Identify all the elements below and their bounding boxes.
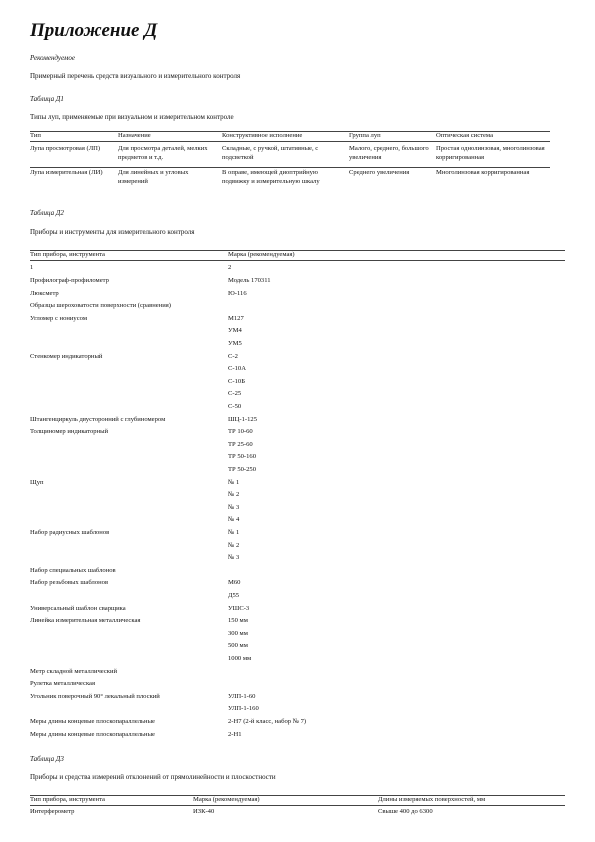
- table2-cell-brand: № 2: [228, 541, 240, 549]
- table1-row-rule: [30, 167, 550, 168]
- table2-cell-brand: № 2: [228, 491, 240, 499]
- recommended-label: Рекомендуемое: [30, 54, 75, 62]
- table1-col-design: Конструктивное исполнение: [222, 132, 303, 139]
- table2-cell-brand: УЛП-1-160: [228, 705, 259, 713]
- table2-col-number: 2: [228, 264, 232, 271]
- table3-header-rule: [30, 805, 565, 806]
- table2-cell-brand: № 3: [228, 503, 240, 511]
- table2-cell-brand: С-10Б: [228, 377, 245, 385]
- table3-cell: ИЗК-40: [193, 808, 215, 815]
- table2-caption: Таблица Д2: [30, 209, 64, 217]
- table2-cell-type: Образцы шероховатости поверхности (сравнения): [30, 302, 171, 310]
- table2-cell-type: Толщиномер индикаторный: [30, 428, 109, 436]
- table1-cell: Простая однолинзовая, многолинзовая корригированная: [436, 145, 545, 161]
- table2-cell-brand: 150 мм: [228, 617, 248, 625]
- table1-col-optics: Оптическая система: [436, 132, 493, 139]
- table2-cell-type: Профилограф-профилометр: [30, 277, 109, 284]
- table1-cell: Малого, среднего, большого увеличения: [349, 145, 429, 161]
- table2-cell-brand: ТР 50-250: [228, 466, 257, 473]
- table1-col-type: Тип: [30, 132, 41, 139]
- table3-heading: Приборы и средства измерений отклонений от прямолинейности и плоскостности: [30, 773, 276, 781]
- table2-cell-brand: УЛП-1-60: [228, 692, 256, 700]
- table2-top-rule: [30, 250, 565, 251]
- table1-cell: Лупа просмотровая (ЛП): [30, 145, 101, 152]
- table2-cell-brand: № 3: [228, 554, 240, 562]
- table2-cell-type: Набор радиусных шаблонов: [30, 529, 110, 536]
- table1-col-group: Группа луп: [349, 132, 381, 139]
- table2-cell-brand: М127: [228, 314, 244, 322]
- table1-cell: Складные, с ручкой, штативные, с подсветкой: [222, 145, 319, 161]
- table2-cell-brand: № 1: [228, 529, 240, 536]
- table2-cell-type: Угломер с нониусом: [30, 314, 87, 322]
- table2-cell-brand: УМ5: [228, 340, 242, 347]
- table2-cell-type: Угольник поверочный 90° лекальный плоский: [30, 692, 160, 700]
- table1-cell: Для линейных и угловых измерений: [118, 169, 189, 185]
- table2-cell-brand: С-50: [228, 403, 242, 410]
- table2-cell-brand: 2-Н1: [228, 730, 242, 738]
- table2-cell-brand: УМ4: [228, 327, 242, 335]
- table2-heading: Приборы и инструменты для измерительного контроля: [30, 228, 195, 236]
- table2-cell-brand: ТР 25-60: [228, 440, 253, 448]
- table2-cell-brand: 300 мм: [228, 629, 248, 637]
- appendix-heading: Примерный перечень средств визуального и измерительного контроля: [30, 72, 241, 80]
- table3-col-brand: Марка (рекомендуемая): [193, 796, 260, 803]
- table2-cell-brand: 2-Н7 (2-й класс, набор № 7): [228, 718, 307, 725]
- table1-heading: Типы луп, применяемые при визуальном и измерительном контроле: [30, 113, 234, 121]
- table2-cell-brand: ТР 50-160: [228, 453, 257, 461]
- table2-cell-type: Рулетка металлическая: [30, 680, 96, 688]
- table3-cell: Свыше 400 до 6300: [378, 808, 433, 815]
- table2-cell-brand: 500 мм: [228, 642, 248, 650]
- table3-col-type: Тип прибора, инструмента: [30, 796, 105, 803]
- table2-cell-brand: Модель 170311: [228, 277, 271, 284]
- table3-col-length: Длины измеряемых поверхностей, мм: [378, 796, 486, 803]
- table2-cell-type: Люксметр: [30, 289, 59, 297]
- table1-cell: Для просмотра деталей, мелких предметов и т.д.: [118, 145, 208, 161]
- table2-cell-type: Стенкомер индикаторный: [30, 352, 103, 360]
- table1-cell: Лупа измерительная (ЛИ): [30, 169, 103, 176]
- table1-cell: В оправе, имеющей диоптрийную подвижку и измерительную шкалу: [222, 169, 320, 185]
- table2-cell-brand: 1000 мм: [228, 655, 252, 662]
- table2-cell-brand: Ю-116: [228, 289, 247, 297]
- table1-header-rule: [30, 141, 550, 142]
- table2-cell-brand: УШС-3: [228, 604, 250, 612]
- table1-caption: Таблица Д1: [30, 95, 64, 103]
- table2-cell-type: Набор резьбовых шаблонов: [30, 579, 109, 587]
- table2-cell-brand: № 1: [228, 478, 240, 486]
- table2-col-type: Тип прибора, инструмента: [30, 251, 105, 258]
- table2-cell-type: Штангенциркуль двусторонний с глубиномером: [30, 415, 166, 423]
- table2-col-brand: Марка (рекомендуемая): [228, 251, 295, 258]
- table2-cell-brand: С-10А: [228, 365, 246, 373]
- table2-cell-type: Меры длины концевые плоскопараллельные: [30, 718, 155, 725]
- table2-col-number: 1: [30, 264, 34, 271]
- table2-cell-brand: С-25: [228, 390, 242, 398]
- table2-cell-type: Универсальный шаблон сварщика: [30, 604, 126, 612]
- table1-col-purpose: Назначение: [118, 132, 151, 139]
- table2-cell-type: Набор специальных шаблонов: [30, 566, 116, 574]
- table2-cell-brand: М60: [228, 579, 241, 587]
- table2-cell-brand: ТР 10-60: [228, 428, 253, 436]
- table2-header-rule: [30, 260, 565, 261]
- table2-cell-type: Меры длины концевые плоскопараллельные: [30, 730, 155, 738]
- table1-cell: Среднего увеличения: [349, 169, 410, 176]
- table2-cell-brand: ШЦ-1-125: [228, 415, 257, 423]
- table2-cell-brand: № 4: [228, 516, 240, 524]
- table2-cell-type: Метр складной металлический: [30, 667, 118, 675]
- table2-cell-brand: Д55: [228, 592, 240, 599]
- table3-caption: Таблица Д3: [30, 755, 64, 763]
- page-title: Приложение Д: [30, 20, 158, 41]
- table3-cell: Интерферометр: [30, 808, 75, 815]
- table1-cell: Многолинзовая корригированная: [436, 169, 530, 176]
- table2-cell-type: Линейка измерительная металлическая: [30, 617, 141, 625]
- table2-cell-brand: С-2: [228, 352, 238, 360]
- table2-cell-type: Щуп: [30, 478, 44, 486]
